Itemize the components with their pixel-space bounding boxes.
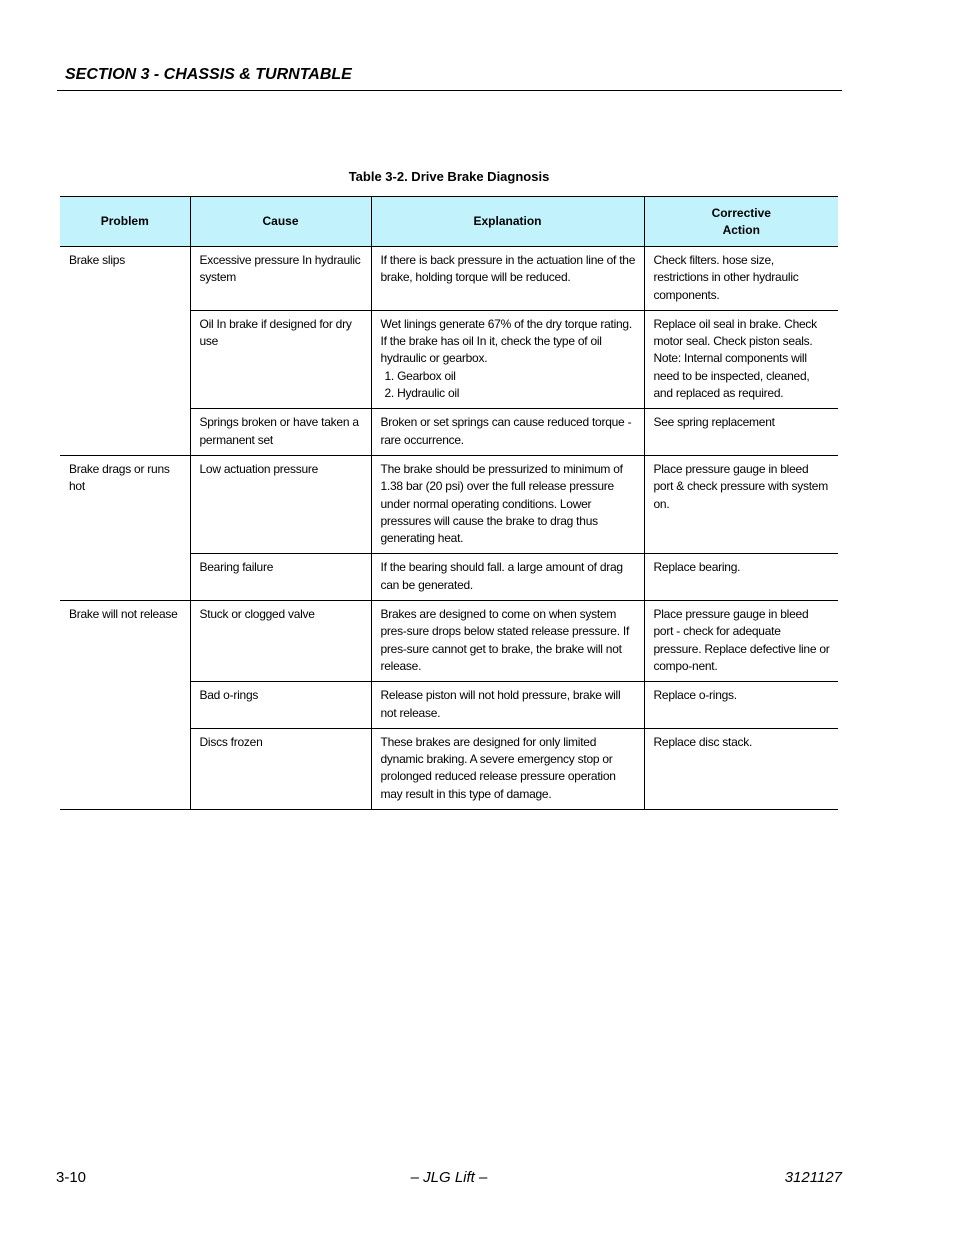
cause-cell: Stuck or clogged valve — [190, 601, 371, 682]
page-header — [57, 64, 842, 91]
explanation-cell: Broken or set springs can cause reduced torque - rare occurrence. — [371, 409, 644, 456]
cause-cell: Discs frozen — [190, 728, 371, 809]
column-header-problem: Problem — [60, 197, 190, 247]
column-header-action-line2: Action — [722, 222, 760, 237]
action-cell: Check filters. hose size, restrictions in other hydraulic components. — [644, 247, 838, 311]
explanation-cell: Release piston will not hold pressure, brake will not release. — [371, 682, 644, 729]
explanation-cell: If there is back pressure in the actuation line of the brake, holding torque will be reduced. — [371, 247, 644, 311]
cause-cell: Low actuation pressure — [190, 455, 371, 553]
page-footer — [56, 1168, 842, 1188]
explanation-list-item: 1. Gearbox oil — [384, 368, 456, 383]
table-row — [60, 455, 838, 553]
page-number: 3-10 — [56, 1169, 87, 1186]
explanation-text: Wet linings generate 67% of the dry torque rating. If the brake has oil In it, check the type of oil hydraulic or gearbox. — [380, 316, 632, 366]
action-cell: See spring replacement — [644, 409, 838, 456]
action-cell: Replace disc stack. — [644, 728, 838, 809]
column-header-action-line1: Corrective — [711, 205, 771, 220]
problem-cell: Brake drags or runs hot — [60, 455, 190, 600]
cause-cell: Excessive pressure In hydraulic system — [190, 247, 371, 311]
table-row — [60, 247, 838, 311]
footer-brand: – JLG Lift – — [410, 1169, 488, 1186]
column-header-explanation: Explanation — [371, 197, 644, 247]
document-number: 3121127 — [784, 1169, 842, 1186]
problem-cell: Brake will not release — [60, 601, 190, 810]
cause-cell: Oil In brake if designed for dry use — [190, 310, 371, 408]
action-cell: Place pressure gauge in bleed port & check pressure with system on. — [644, 455, 838, 553]
column-header-corrective-action — [644, 197, 838, 247]
drive-brake-diagnosis-table — [60, 196, 838, 810]
table-caption: Table 3-2. Drive Brake Diagnosis — [348, 169, 550, 184]
table-header-row — [60, 197, 838, 247]
explanation-cell: If the bearing should fall. a large amount of drag can be generated. — [371, 554, 644, 601]
explanation-cell: These brakes are designed for only limited dynamic braking. A severe emergency stop or prolonged reduced release pressure operation may result in this type of damage. — [371, 728, 644, 809]
problem-cell: Brake slips — [60, 247, 190, 456]
explanation-cell: The brake should be pressurized to minimum of 1.38 bar (20 psi) over the full release pressure under normal operating conditions. Lower pressures will cause the brake to drag thus generating heat. — [371, 455, 644, 553]
explanation-cell — [371, 310, 644, 408]
table-row — [60, 601, 838, 682]
explanation-list-item: 2. Hydraulic oil — [384, 386, 460, 401]
action-cell: Replace o-rings. — [644, 682, 838, 729]
action-cell: Place pressure gauge in bleed port - check for adequate pressure. Replace defective line or compo-nent. — [644, 601, 838, 682]
cause-cell: Bearing failure — [190, 554, 371, 601]
cause-cell: Springs broken or have taken a permanent set — [190, 409, 371, 456]
action-cell: Replace oil seal in brake. Check motor seal. Check piston seals. Note: Internal components will need to be inspected, cleaned, and replaced as required. — [644, 310, 838, 408]
cause-cell: Bad o-rings — [190, 682, 371, 729]
section-title: SECTION 3 - CHASSIS & TURNTABLE — [65, 66, 352, 83]
explanation-cell: Brakes are designed to come on when system pres-sure drops below stated release pressure. If pres-sure cannot get to brake, the brake will not release. — [371, 601, 644, 682]
column-header-cause: Cause — [190, 197, 371, 247]
action-cell: Replace bearing. — [644, 554, 838, 601]
